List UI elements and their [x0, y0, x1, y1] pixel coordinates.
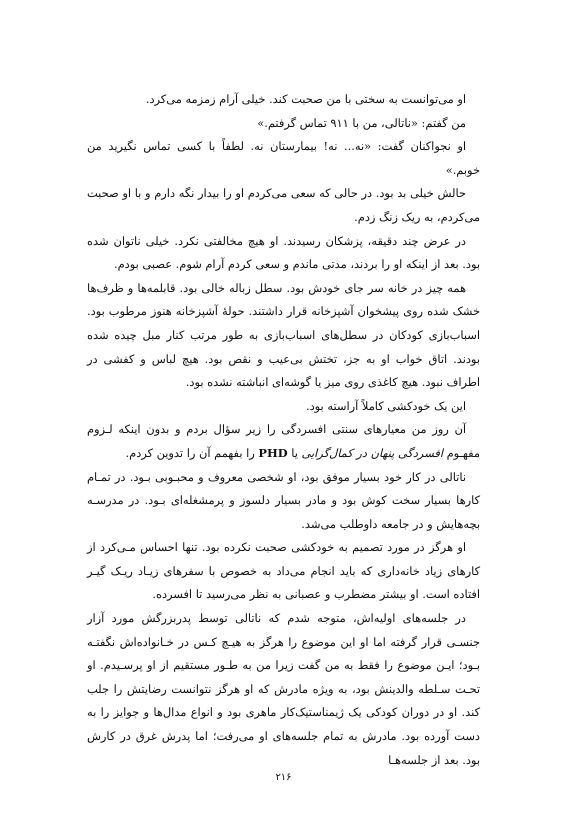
body-text	[87, 88, 480, 772]
paragraph-8	[87, 418, 480, 465]
paragraph-8-italic-term: افسردگی پنهان در کمال‌گرایی	[301, 445, 443, 460]
paragraph-9: ناتالی در کار خود بسیار موفق بود، او شخصی معروف و محبـوبی بـود. در تمـام کارها بسیار سخت کوش بود و مادر بسیار دلسوز و پرمشغله‌ای بـود. در مدرسـه بچه‌هایش و در جامعه داوطلب می‌شد.	[87, 469, 480, 531]
paragraph-5: در عرض چند دقیقه، پزشکان رسیدند. او هیچ مخالفتی نکرد. خیلی ناتوان شده بود. بعد از اینکه او را بردند، مدتی ماندم و سعی کردم آرام شوم. عصبی بودم.	[87, 233, 480, 272]
paragraph-6: همه چیز در خانه سر جای خودش بود. سطل زباله خالی بود. قابلمه‌ها و ظرف‌ها خشک شده روی پیشخوان آشپزخانه قرار داشتند. حولهٔ آشپزخانه هنوز مرطوب بود. اسباب‌بازی کودکان در سطل‌های اسباب‌بازی به طور مرتب کنار مبل چیده شده بودند. اتاق خواب او به جز، تختش بی‌عیب و نقص بود. هیچ لباس و کفشی در اطراف نبود. هیچ کاغذی روی میز یا گوشه‌ای انباشته نشده بود.	[87, 280, 480, 390]
paragraph-8-bold-acronym: PHD	[258, 445, 288, 460]
paragraph-10: او هرگز در مورد تصمیم به خودکشی صحبت نکرده بود. تنها احساس مـی‌کرد از کارهای زیاد خانه‌داری که باید انجام می‌داد به خصوص با سفرهای زیـاد ریـک گیـر افتاده است. او بیشتر مضطرب و عصبانی به نظر می‌رسید تا افسرده.	[87, 540, 480, 602]
paragraph-11: در جلسه‌های اولیه‌اش، متوجه شدم که ناتالی توسط پدربزرگش مورد آزار جنسـی قرار گرفته اما او این موضوع را هرگز به هیـچ کـس در خـانواده‌اش نگفتـه بـود؛ ایـن موضوع را فقط به من گفت زیرا من به طـور مستقیم از او پرسـیدم. او تحـت سـلطه والدینش بود، به ویژه مادرش که او هرگز نتوانست رضایتش را جلب کند. او در دوران کودکی یک ژیمناستیک‌کار ماهری بود و انواع مدال‌ها و جوایز را به دست آورده بود. مادرش به تمام جلسه‌های او می‌رفت؛ اما پدرش غرق در کارش بود. بعد از جلسه‌هـا	[87, 611, 480, 767]
paragraph-2: من گفتم: «ناتالی، من با ۹۱۱ تماس گرفتم.»	[257, 115, 466, 130]
paragraph-3: او نجواکنان گفت: «نه... نه! بیمارستان نه. لطفاً با کسی تماس نگیرید من خوبم.»	[87, 139, 480, 177]
paragraph-8-part-1: آن روز من معیارهای سنتی افسردگی را زیر سؤال بردم و بدون اینکه لـزوم مفهـوم	[87, 422, 480, 460]
paragraph-8-part-2: یا	[287, 445, 302, 460]
paragraph-7: این یک خودکشی کاملاً آراسته بود.	[305, 398, 466, 413]
paragraph-1: او می‌توانست به سختی با من صحبت کند. خیلی آرام زمزمه می‌کرد.	[145, 92, 466, 106]
paragraph-8-part-3: را بفهمم آن را تدوین کردم.	[125, 445, 259, 460]
paragraph-4: حالش خیلی بد بود. در حالی که سعی می‌کردم او را بیدار نگه دارم و با او صحبت می‌کردم، به ریک زنگ زدم.	[87, 186, 480, 224]
page-number: ۲۱۶	[275, 772, 292, 783]
